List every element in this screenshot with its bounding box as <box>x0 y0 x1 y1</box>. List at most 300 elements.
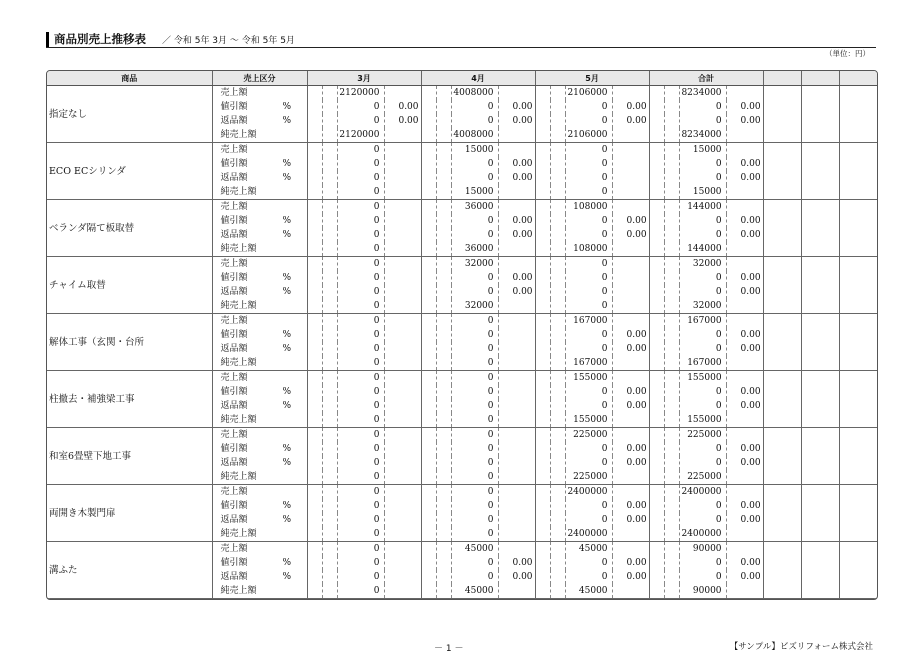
amount-cell: 0 <box>679 328 726 342</box>
rate-cell: 0.00 <box>726 570 763 584</box>
amount-cell: 155000 <box>565 371 612 386</box>
sales-type-label: 純売上額 <box>212 356 267 371</box>
rate-cell: 0.00 <box>612 100 649 114</box>
guide-cell <box>322 143 337 158</box>
guide-cell <box>535 499 550 513</box>
guide-cell <box>550 499 565 513</box>
sales-type-label: 値引額 <box>212 157 267 171</box>
extra-cell <box>801 114 839 128</box>
guide-cell <box>322 314 337 329</box>
guide-cell <box>421 100 436 114</box>
amount-cell: 0 <box>565 385 612 399</box>
guide-cell <box>421 228 436 242</box>
rate-cell <box>612 299 649 314</box>
guide-cell <box>436 185 451 200</box>
rate-cell <box>384 271 421 285</box>
rate-cell <box>384 200 421 215</box>
guide-cell <box>664 399 679 413</box>
guide-cell <box>535 185 550 200</box>
guide-cell <box>436 114 451 128</box>
guide-cell <box>307 143 322 158</box>
guide-cell <box>664 428 679 443</box>
guide-cell <box>649 171 664 185</box>
rate-cell <box>612 128 649 143</box>
extra-cell <box>801 86 839 101</box>
rate-cell: 0.00 <box>726 171 763 185</box>
guide-cell <box>307 200 322 215</box>
guide-cell <box>550 356 565 371</box>
extra-cell <box>801 342 839 356</box>
rate-cell <box>612 257 649 272</box>
guide-cell <box>664 143 679 158</box>
rate-cell <box>498 584 535 599</box>
amount-cell: 0 <box>337 114 384 128</box>
guide-cell <box>664 556 679 570</box>
rate-cell: 0.00 <box>612 385 649 399</box>
guide-cell <box>436 584 451 599</box>
amount-cell: 155000 <box>565 413 612 428</box>
amount-cell: 0 <box>451 228 498 242</box>
amount-cell: 2106000 <box>565 86 612 101</box>
amount-cell: 0 <box>337 228 384 242</box>
amount-cell: 0 <box>451 342 498 356</box>
guide-cell <box>550 200 565 215</box>
extra-cell <box>839 413 877 428</box>
guide-cell <box>307 271 322 285</box>
extra-cell <box>801 185 839 200</box>
guide-cell <box>535 257 550 272</box>
rate-cell <box>612 271 649 285</box>
extra-cell <box>763 86 801 101</box>
amount-cell: 0 <box>451 214 498 228</box>
guide-cell <box>421 513 436 527</box>
extra-cell <box>763 157 801 171</box>
sales-type-label: 返品額 <box>212 570 267 584</box>
rate-cell: 0.00 <box>612 513 649 527</box>
extra-cell <box>839 542 877 557</box>
percent-sign: % <box>267 456 307 470</box>
extra-cell <box>839 456 877 470</box>
extra-cell <box>801 584 839 599</box>
amount-cell: 36000 <box>451 200 498 215</box>
amount-cell: 0 <box>565 171 612 185</box>
amount-cell: 0 <box>451 556 498 570</box>
extra-cell <box>839 470 877 485</box>
guide-cell <box>550 171 565 185</box>
rate-cell <box>612 314 649 329</box>
guide-cell <box>436 228 451 242</box>
guide-cell <box>421 413 436 428</box>
guide-cell <box>649 271 664 285</box>
guide-cell <box>550 342 565 356</box>
extra-cell <box>839 228 877 242</box>
header-sales-type: 売上区分 <box>212 71 307 86</box>
guide-cell <box>421 428 436 443</box>
amount-cell: 0 <box>337 556 384 570</box>
extra-cell <box>801 228 839 242</box>
amount-cell: 0 <box>451 413 498 428</box>
guide-cell <box>649 185 664 200</box>
guide-cell <box>421 185 436 200</box>
guide-cell <box>649 356 664 371</box>
guide-cell <box>421 128 436 143</box>
amount-cell: 32000 <box>679 257 726 272</box>
sales-row <box>47 143 877 158</box>
rate-cell: 0.00 <box>498 556 535 570</box>
rate-cell <box>612 485 649 500</box>
guide-cell <box>421 114 436 128</box>
amount-cell: 45000 <box>451 584 498 599</box>
guide-cell <box>664 499 679 513</box>
guide-cell <box>535 200 550 215</box>
rate-cell <box>726 413 763 428</box>
sales-type-label: 売上額 <box>212 200 267 215</box>
extra-cell <box>763 527 801 542</box>
percent-cell <box>267 257 307 272</box>
rate-cell <box>384 513 421 527</box>
sales-type-label: 売上額 <box>212 542 267 557</box>
amount-cell: 0 <box>337 428 384 443</box>
extra-cell <box>839 285 877 299</box>
guide-cell <box>649 228 664 242</box>
header-month-4: 4月 <box>421 71 535 86</box>
extra-cell <box>801 413 839 428</box>
rate-cell <box>498 299 535 314</box>
rate-cell <box>612 542 649 557</box>
rate-cell <box>384 86 421 101</box>
guide-cell <box>535 385 550 399</box>
amount-cell: 0 <box>337 314 384 329</box>
guide-cell <box>649 542 664 557</box>
extra-cell <box>839 271 877 285</box>
guide-cell <box>322 171 337 185</box>
rate-cell <box>498 413 535 428</box>
guide-cell <box>664 470 679 485</box>
guide-cell <box>649 527 664 542</box>
sales-type-label: 返品額 <box>212 228 267 242</box>
guide-cell <box>649 385 664 399</box>
guide-cell <box>664 299 679 314</box>
extra-cell <box>763 128 801 143</box>
extra-cell <box>801 242 839 257</box>
amount-cell: 0 <box>451 328 498 342</box>
guide-cell <box>550 456 565 470</box>
sales-type-label: 純売上額 <box>212 299 267 314</box>
guide-cell <box>535 100 550 114</box>
amount-cell: 0 <box>337 214 384 228</box>
extra-cell <box>763 314 801 329</box>
percent-sign: % <box>267 171 307 185</box>
rate-cell <box>726 143 763 158</box>
rate-cell <box>726 470 763 485</box>
guide-cell <box>421 442 436 456</box>
amount-cell: 0 <box>565 328 612 342</box>
percent-cell <box>267 542 307 557</box>
amount-cell: 144000 <box>679 200 726 215</box>
extra-cell <box>801 200 839 215</box>
guide-cell <box>550 584 565 599</box>
guide-cell <box>436 328 451 342</box>
extra-cell <box>801 285 839 299</box>
rate-cell: 0.00 <box>726 342 763 356</box>
amount-cell: 0 <box>679 513 726 527</box>
guide-cell <box>649 214 664 228</box>
rate-cell <box>384 371 421 386</box>
extra-cell <box>801 570 839 584</box>
amount-cell: 32000 <box>451 299 498 314</box>
amount-cell: 0 <box>565 442 612 456</box>
amount-cell: 0 <box>565 513 612 527</box>
rate-cell <box>726 314 763 329</box>
guide-cell <box>307 314 322 329</box>
rate-cell <box>498 342 535 356</box>
guide-cell <box>436 143 451 158</box>
guide-cell <box>322 114 337 128</box>
rate-cell <box>498 499 535 513</box>
amount-cell: 8234000 <box>679 128 726 143</box>
guide-cell <box>550 185 565 200</box>
guide-cell <box>307 556 322 570</box>
percent-sign: % <box>267 442 307 456</box>
rate-cell: 0.00 <box>498 214 535 228</box>
guide-cell <box>664 456 679 470</box>
guide-cell <box>535 328 550 342</box>
amount-cell: 2400000 <box>565 527 612 542</box>
rate-cell <box>498 513 535 527</box>
guide-cell <box>649 86 664 101</box>
guide-cell <box>322 527 337 542</box>
rate-cell: 0.00 <box>726 285 763 299</box>
rate-cell: 0.00 <box>384 100 421 114</box>
guide-cell <box>535 442 550 456</box>
amount-cell: 45000 <box>565 542 612 557</box>
extra-cell <box>763 271 801 285</box>
amount-cell: 0 <box>337 371 384 386</box>
guide-cell <box>307 485 322 500</box>
rate-cell <box>612 86 649 101</box>
extra-cell <box>839 200 877 215</box>
extra-cell <box>839 242 877 257</box>
rate-cell: 0.00 <box>726 456 763 470</box>
guide-cell <box>550 228 565 242</box>
extra-cell <box>839 356 877 371</box>
guide-cell <box>436 299 451 314</box>
amount-cell: 0 <box>679 499 726 513</box>
amount-cell: 0 <box>565 257 612 272</box>
header-total: 合計 <box>649 71 763 86</box>
amount-cell: 0 <box>679 556 726 570</box>
guide-cell <box>322 157 337 171</box>
amount-cell: 0 <box>337 513 384 527</box>
rate-cell: 0.00 <box>726 399 763 413</box>
extra-cell <box>763 185 801 200</box>
guide-cell <box>307 513 322 527</box>
percent-cell <box>267 470 307 485</box>
sales-type-label: 純売上額 <box>212 242 267 257</box>
guide-cell <box>535 470 550 485</box>
guide-cell <box>535 285 550 299</box>
rate-cell: 0.00 <box>612 499 649 513</box>
extra-cell <box>763 371 801 386</box>
rate-cell: 0.00 <box>612 114 649 128</box>
guide-cell <box>322 456 337 470</box>
extra-cell <box>763 542 801 557</box>
guide-cell <box>436 285 451 299</box>
amount-cell: 0 <box>451 271 498 285</box>
amount-cell: 0 <box>451 356 498 371</box>
guide-cell <box>535 527 550 542</box>
guide-cell <box>307 428 322 443</box>
guide-cell <box>322 342 337 356</box>
percent-cell <box>267 128 307 143</box>
rate-cell <box>384 385 421 399</box>
rate-cell <box>384 399 421 413</box>
sales-type-label: 純売上額 <box>212 527 267 542</box>
product-name: 解体工事（玄関・台所 <box>47 314 212 371</box>
rate-cell <box>384 314 421 329</box>
percent-sign: % <box>267 157 307 171</box>
amount-cell: 144000 <box>679 242 726 257</box>
sales-type-label: 値引額 <box>212 100 267 114</box>
extra-cell <box>763 285 801 299</box>
guide-cell <box>535 342 550 356</box>
amount-cell: 0 <box>679 570 726 584</box>
guide-cell <box>436 527 451 542</box>
percent-sign: % <box>267 228 307 242</box>
guide-cell <box>322 257 337 272</box>
guide-cell <box>664 86 679 101</box>
sales-type-label: 返品額 <box>212 285 267 299</box>
rate-cell <box>384 257 421 272</box>
guide-cell <box>436 86 451 101</box>
guide-cell <box>649 428 664 443</box>
guide-cell <box>664 527 679 542</box>
guide-cell <box>550 314 565 329</box>
guide-cell <box>436 271 451 285</box>
extra-cell <box>839 328 877 342</box>
guide-cell <box>307 356 322 371</box>
guide-cell <box>307 499 322 513</box>
product-name: 溝ふた <box>47 542 212 599</box>
extra-cell <box>763 570 801 584</box>
amount-cell: 0 <box>451 157 498 171</box>
rate-cell <box>384 242 421 257</box>
sales-type-label: 値引額 <box>212 499 267 513</box>
extra-cell <box>801 257 839 272</box>
unit-label: （単位：円） <box>825 49 870 58</box>
extra-cell <box>763 456 801 470</box>
percent-sign: % <box>267 114 307 128</box>
extra-cell <box>763 470 801 485</box>
guide-cell <box>550 485 565 500</box>
rate-cell <box>384 299 421 314</box>
guide-cell <box>436 556 451 570</box>
guide-cell <box>535 556 550 570</box>
amount-cell: 0 <box>337 285 384 299</box>
rate-cell: 0.00 <box>726 499 763 513</box>
extra-cell <box>839 214 877 228</box>
page-number: － 1 － <box>434 644 464 654</box>
amount-cell: 0 <box>679 342 726 356</box>
guide-cell <box>535 128 550 143</box>
guide-cell <box>436 342 451 356</box>
header-extra-3 <box>839 71 877 86</box>
amount-cell: 0 <box>337 499 384 513</box>
amount-cell: 0 <box>451 100 498 114</box>
extra-cell <box>801 171 839 185</box>
guide-cell <box>436 570 451 584</box>
rate-cell <box>498 200 535 215</box>
guide-cell <box>664 314 679 329</box>
rate-cell <box>726 542 763 557</box>
guide-cell <box>664 214 679 228</box>
guide-cell <box>307 328 322 342</box>
guide-cell <box>421 271 436 285</box>
percent-cell <box>267 485 307 500</box>
guide-cell <box>421 556 436 570</box>
amount-cell: 0 <box>337 456 384 470</box>
report-period: ／ 令和 5年 3月 〜 令和 5年 5月 <box>162 36 295 46</box>
extra-cell <box>763 499 801 513</box>
rate-cell: 0.00 <box>726 214 763 228</box>
guide-cell <box>322 385 337 399</box>
guide-cell <box>649 399 664 413</box>
guide-cell <box>436 485 451 500</box>
percent-cell <box>267 371 307 386</box>
rate-cell <box>726 86 763 101</box>
guide-cell <box>421 257 436 272</box>
guide-cell <box>664 413 679 428</box>
sales-type-label: 値引額 <box>212 385 267 399</box>
amount-cell: 0 <box>337 242 384 257</box>
extra-cell <box>839 299 877 314</box>
guide-cell <box>664 100 679 114</box>
sales-row <box>47 371 877 386</box>
sales-type-label: 純売上額 <box>212 413 267 428</box>
guide-cell <box>307 442 322 456</box>
guide-cell <box>649 100 664 114</box>
amount-cell: 32000 <box>451 257 498 272</box>
guide-cell <box>649 285 664 299</box>
guide-cell <box>307 385 322 399</box>
guide-cell <box>649 143 664 158</box>
guide-cell <box>535 114 550 128</box>
guide-cell <box>322 271 337 285</box>
sales-type-label: 値引額 <box>212 271 267 285</box>
extra-cell <box>763 200 801 215</box>
rate-cell <box>384 570 421 584</box>
amount-cell: 0 <box>337 584 384 599</box>
extra-cell <box>839 342 877 356</box>
rate-cell <box>726 200 763 215</box>
guide-cell <box>649 299 664 314</box>
rate-cell <box>612 157 649 171</box>
rate-cell <box>384 356 421 371</box>
guide-cell <box>550 86 565 101</box>
guide-cell <box>436 499 451 513</box>
rate-cell <box>384 171 421 185</box>
rate-cell: 0.00 <box>612 342 649 356</box>
rate-cell <box>726 485 763 500</box>
rate-cell <box>612 371 649 386</box>
guide-cell <box>535 584 550 599</box>
guide-cell <box>322 100 337 114</box>
guide-cell <box>649 470 664 485</box>
amount-cell: 0 <box>565 185 612 200</box>
amount-cell: 0 <box>565 456 612 470</box>
amount-cell: 0 <box>451 527 498 542</box>
amount-cell: 0 <box>337 570 384 584</box>
